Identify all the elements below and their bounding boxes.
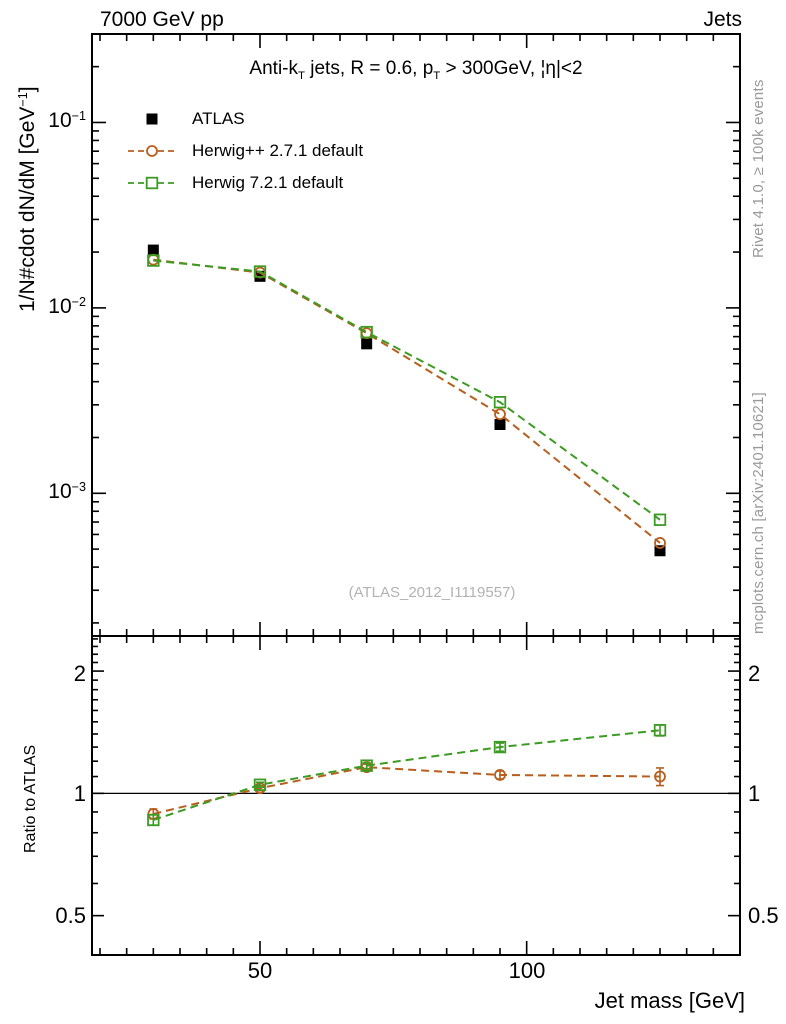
rivet-version-note: Rivet 4.1.0, ≥ 100k events: [750, 79, 767, 258]
y-tick-label: [26, 295, 86, 319]
y-tick-label: [26, 109, 86, 133]
y-axis-title-close: ]: [16, 86, 39, 93]
y-tick-base: 10: [48, 480, 72, 503]
y-axis-title-exp: −1: [16, 92, 31, 107]
plot-title-sub: T: [433, 70, 441, 83]
header-beam-label: 7000 GeV pp: [100, 8, 224, 31]
y-tick-label: [26, 480, 86, 504]
y-axis-title-text: 1/N#cdot dN/dM [GeV: [16, 106, 39, 312]
herwigpp-marker-icon: [126, 143, 178, 159]
x-axis-title: Jet mass [GeV]: [594, 988, 745, 1013]
legend-label: Herwig++ 2.7.1 default: [192, 141, 364, 160]
mcplots-arxiv-note: mcplots.cern.ch [arXiv:2401.10621]: [750, 392, 767, 634]
x-tick-label: 100: [508, 958, 546, 983]
plot-title-part: Anti-k: [249, 58, 298, 79]
y-tick-exp: −2: [71, 295, 86, 310]
legend-item-herwig7: [126, 167, 363, 199]
ratio-tick-label: 0.5: [55, 903, 86, 928]
plot-title-sub: T: [298, 70, 305, 83]
x-tick-label: 50: [247, 958, 273, 983]
analysis-id-watermark: (ATLAS_2012_I1119557): [348, 584, 516, 601]
legend-item-atlas: [126, 103, 363, 135]
y-tick-exp: −1: [71, 109, 86, 124]
ratio-tick-label: 2: [748, 661, 761, 686]
ratio-tick-label: 1: [73, 781, 86, 806]
ratio-tick-label: 1: [748, 781, 761, 806]
y-tick-base: 10: [48, 295, 72, 318]
legend-item-herwigpp: [126, 135, 363, 167]
herwig7-marker-icon: [126, 175, 178, 191]
legend-label: Herwig 7.2.1 default: [192, 173, 344, 192]
ratio-axis-title: Ratio to ATLAS: [22, 744, 39, 853]
y-tick-base: 10: [48, 109, 72, 132]
ratio-tick-label: 0.5: [748, 903, 779, 928]
plot-title-part: > 300GeV, ¦η|<2: [440, 58, 583, 79]
plot-title: [92, 58, 740, 83]
plot-title-part: jets, R = 0.6, p: [304, 58, 434, 79]
ratio-tick-label: 2: [73, 661, 86, 686]
legend: [126, 103, 363, 199]
header-analysis-label: Jets: [703, 8, 742, 31]
legend-label: ATLAS: [192, 109, 245, 128]
y-tick-exp: −3: [71, 480, 86, 495]
atlas-marker-icon: [126, 111, 178, 127]
